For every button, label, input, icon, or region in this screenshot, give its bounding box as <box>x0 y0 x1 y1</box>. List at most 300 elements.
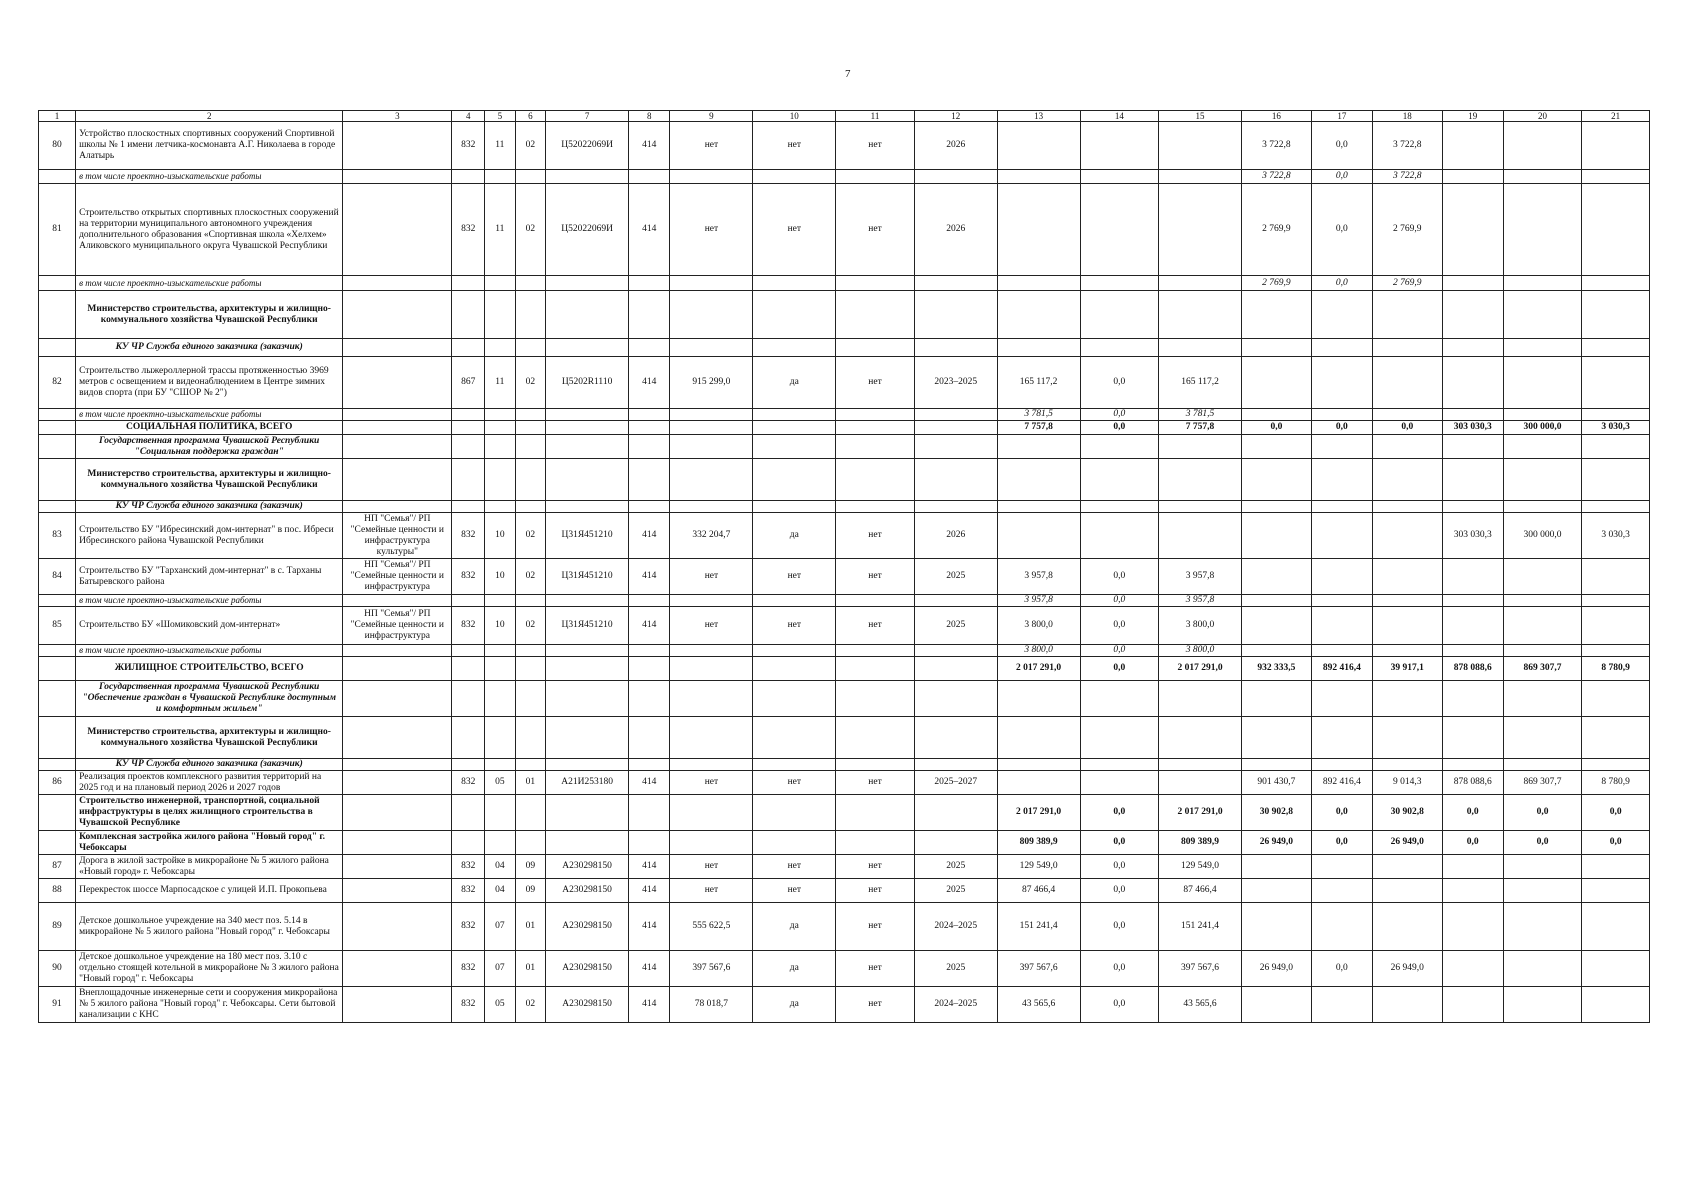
value-cell-col-21 <box>1582 276 1650 291</box>
value-cell-col-9 <box>670 831 753 855</box>
design-work-subrow <box>39 645 1650 657</box>
value-cell-col-15 <box>1159 717 1242 759</box>
total-row <box>39 795 1650 831</box>
value-cell-col-20 <box>1503 759 1582 771</box>
value-cell-col-17 <box>1311 409 1372 421</box>
value-cell-col-7 <box>546 795 629 831</box>
value-cell-col-6 <box>515 795 546 831</box>
value-cell-col-17 <box>1311 645 1372 657</box>
value-cell-col-19 <box>1442 681 1503 717</box>
value-cell-col-5: 04 <box>485 855 516 879</box>
value-cell-col-16 <box>1241 855 1311 879</box>
value-cell-col-13 <box>997 339 1080 357</box>
value-cell-col-13 <box>997 122 1080 170</box>
value-cell-col-7: Ц52022069И <box>546 184 629 276</box>
value-cell-col-13 <box>997 276 1080 291</box>
value-cell-col-20 <box>1503 879 1582 903</box>
value-cell-col-14: 0,0 <box>1080 357 1159 409</box>
value-cell-col-9 <box>670 409 753 421</box>
value-cell-col-6: 09 <box>515 855 546 879</box>
value-cell-col-21: 3 030,3 <box>1582 421 1650 435</box>
value-cell-col-20 <box>1503 559 1582 595</box>
value-cell-col-19 <box>1442 987 1503 1023</box>
value-cell-col-7: А230298150 <box>546 987 629 1023</box>
value-cell-col-20 <box>1503 903 1582 951</box>
value-cell-col-14: 0,0 <box>1080 951 1159 987</box>
value-cell-col-5: 10 <box>485 513 516 559</box>
value-cell-col-5 <box>485 291 516 339</box>
value-cell-col-6: 02 <box>515 122 546 170</box>
value-cell-col-13 <box>997 501 1080 513</box>
value-cell-col-11: нет <box>836 951 915 987</box>
value-cell-col-7 <box>546 759 629 771</box>
value-cell-col-12: 2025 <box>914 879 997 903</box>
value-cell-col-7: Ц31Я451210 <box>546 513 629 559</box>
value-cell-col-15 <box>1159 122 1242 170</box>
value-cell-col-12: 2026 <box>914 184 997 276</box>
column-number-header: 19 <box>1442 111 1503 122</box>
value-cell-col-15: 397 567,6 <box>1159 951 1242 987</box>
national-project-cell <box>343 855 452 879</box>
value-cell-col-13: 397 567,6 <box>997 951 1080 987</box>
value-cell-col-11 <box>836 645 915 657</box>
value-cell-col-17 <box>1311 513 1372 559</box>
national-project-cell <box>343 339 452 357</box>
value-cell-col-6: 01 <box>515 771 546 795</box>
value-cell-col-9 <box>670 657 753 681</box>
value-cell-col-11: нет <box>836 771 915 795</box>
value-cell-col-13: 3 957,8 <box>997 595 1080 607</box>
value-cell-col-4: 867 <box>452 357 485 409</box>
value-cell-col-21 <box>1582 987 1650 1023</box>
value-cell-col-4 <box>452 759 485 771</box>
value-cell-col-19 <box>1442 122 1503 170</box>
value-cell-col-12: 2025 <box>914 607 997 645</box>
value-cell-col-19 <box>1442 184 1503 276</box>
value-cell-col-18 <box>1372 501 1442 513</box>
value-cell-col-7 <box>546 681 629 717</box>
value-cell-col-7 <box>546 339 629 357</box>
value-cell-col-8: 414 <box>629 879 670 903</box>
value-cell-col-20: 300 000,0 <box>1503 421 1582 435</box>
value-cell-col-12 <box>914 339 997 357</box>
value-cell-col-12 <box>914 409 997 421</box>
value-cell-col-16: 26 949,0 <box>1241 831 1311 855</box>
value-cell-col-8: 414 <box>629 607 670 645</box>
value-cell-col-10 <box>753 435 836 459</box>
value-cell-col-21 <box>1582 357 1650 409</box>
value-cell-col-21 <box>1582 759 1650 771</box>
row-number-cell <box>39 459 76 501</box>
value-cell-col-12 <box>914 459 997 501</box>
value-cell-col-4: 832 <box>452 879 485 903</box>
value-cell-col-15 <box>1159 276 1242 291</box>
value-cell-col-4: 832 <box>452 771 485 795</box>
value-cell-col-11 <box>836 459 915 501</box>
value-cell-col-5 <box>485 501 516 513</box>
value-cell-col-16 <box>1241 435 1311 459</box>
design-work-subrow <box>39 170 1650 184</box>
value-cell-col-9: 555 622,5 <box>670 903 753 951</box>
value-cell-col-6 <box>515 291 546 339</box>
value-cell-col-9 <box>670 276 753 291</box>
column-number-header: 9 <box>670 111 753 122</box>
row-number-cell <box>39 291 76 339</box>
value-cell-col-8: 414 <box>629 771 670 795</box>
value-cell-col-8 <box>629 276 670 291</box>
value-cell-col-18: 26 949,0 <box>1372 831 1442 855</box>
value-cell-col-19 <box>1442 276 1503 291</box>
project-row <box>39 855 1650 879</box>
column-number-header: 3 <box>343 111 452 122</box>
national-project-cell <box>343 291 452 339</box>
row-number-cell: 82 <box>39 357 76 409</box>
program-header-row <box>39 435 1650 459</box>
value-cell-col-13 <box>997 459 1080 501</box>
value-cell-col-20: 0,0 <box>1503 795 1582 831</box>
value-cell-col-12: 2026 <box>914 122 997 170</box>
value-cell-col-17 <box>1311 879 1372 903</box>
value-cell-col-6 <box>515 645 546 657</box>
value-cell-col-6: 01 <box>515 903 546 951</box>
value-cell-col-11 <box>836 291 915 339</box>
value-cell-col-10 <box>753 657 836 681</box>
value-cell-col-9 <box>670 501 753 513</box>
value-cell-col-7 <box>546 170 629 184</box>
value-cell-col-6 <box>515 681 546 717</box>
value-cell-col-8: 414 <box>629 513 670 559</box>
value-cell-col-21: 8 780,9 <box>1582 657 1650 681</box>
value-cell-col-6 <box>515 170 546 184</box>
national-project-cell <box>343 717 452 759</box>
column-number-row <box>39 111 1650 122</box>
object-name-cell: Перекресток шоссе Марпосадское с улицей И.П. Прокопьева <box>76 879 343 903</box>
column-number-header: 1 <box>39 111 76 122</box>
column-number-header: 20 <box>1503 111 1582 122</box>
value-cell-col-15: 2 017 291,0 <box>1159 795 1242 831</box>
value-cell-col-11 <box>836 795 915 831</box>
value-cell-col-11 <box>836 657 915 681</box>
value-cell-col-10 <box>753 645 836 657</box>
value-cell-col-19: 0,0 <box>1442 831 1503 855</box>
value-cell-col-20 <box>1503 501 1582 513</box>
value-cell-col-19 <box>1442 855 1503 879</box>
national-project-cell <box>343 795 452 831</box>
value-cell-col-4: 832 <box>452 903 485 951</box>
value-cell-col-9 <box>670 717 753 759</box>
value-cell-col-15 <box>1159 771 1242 795</box>
value-cell-col-8 <box>629 501 670 513</box>
value-cell-col-20 <box>1503 276 1582 291</box>
value-cell-col-4 <box>452 421 485 435</box>
value-cell-col-19 <box>1442 291 1503 339</box>
value-cell-col-20 <box>1503 681 1582 717</box>
value-cell-col-8: 414 <box>629 903 670 951</box>
value-cell-col-6 <box>515 409 546 421</box>
value-cell-col-19: 303 030,3 <box>1442 513 1503 559</box>
value-cell-col-17: 0,0 <box>1311 951 1372 987</box>
value-cell-col-11: нет <box>836 357 915 409</box>
value-cell-col-14 <box>1080 435 1159 459</box>
value-cell-col-16 <box>1241 759 1311 771</box>
value-cell-col-9 <box>670 435 753 459</box>
value-cell-col-4: 832 <box>452 122 485 170</box>
value-cell-col-11: нет <box>836 607 915 645</box>
value-cell-col-18: 3 722,8 <box>1372 170 1442 184</box>
value-cell-col-12: 2025 <box>914 951 997 987</box>
total-row <box>39 657 1650 681</box>
value-cell-col-4 <box>452 657 485 681</box>
value-cell-col-16 <box>1241 987 1311 1023</box>
column-number-header: 12 <box>914 111 997 122</box>
value-cell-col-10 <box>753 831 836 855</box>
value-cell-col-20: 869 307,7 <box>1503 657 1582 681</box>
value-cell-col-12 <box>914 276 997 291</box>
value-cell-col-20 <box>1503 122 1582 170</box>
value-cell-col-12 <box>914 645 997 657</box>
value-cell-col-13 <box>997 759 1080 771</box>
value-cell-col-11 <box>836 435 915 459</box>
row-number-cell: 87 <box>39 855 76 879</box>
value-cell-col-15 <box>1159 291 1242 339</box>
object-name-cell: Устройство плоскостных спортивных сооружений Спортивной школы № 1 имени летчика-космонавта А.Г. Николаева в городе Алатырь <box>76 122 343 170</box>
value-cell-col-12 <box>914 170 997 184</box>
value-cell-col-17: 0,0 <box>1311 184 1372 276</box>
national-project-cell: НП "Семья"/ РП "Семейные ценности и инфраструктура <box>343 607 452 645</box>
value-cell-col-9 <box>670 291 753 339</box>
value-cell-col-21 <box>1582 645 1650 657</box>
value-cell-col-18 <box>1372 357 1442 409</box>
value-cell-col-19: 878 088,6 <box>1442 657 1503 681</box>
value-cell-col-8 <box>629 681 670 717</box>
value-cell-col-14 <box>1080 717 1159 759</box>
object-name-cell: Строительство открытых спортивных плоскостных сооружений на территории муниципального автономного учреждения дополнительного образования «Спортивная школа «Хелхем» Аликовского муниципального округа Чувашской Республики <box>76 184 343 276</box>
value-cell-col-18 <box>1372 879 1442 903</box>
value-cell-col-5 <box>485 339 516 357</box>
column-number-header: 17 <box>1311 111 1372 122</box>
value-cell-col-13: 7 757,8 <box>997 421 1080 435</box>
value-cell-col-9 <box>670 795 753 831</box>
value-cell-col-5 <box>485 459 516 501</box>
value-cell-col-15 <box>1159 513 1242 559</box>
value-cell-col-6: 02 <box>515 607 546 645</box>
object-name-cell: Комплексная застройка жилого района "Новый город" г. Чебоксары <box>76 831 343 855</box>
object-name-cell: в том числе проектно-изыскательские работы <box>76 595 343 607</box>
value-cell-col-14 <box>1080 276 1159 291</box>
value-cell-col-14: 0,0 <box>1080 421 1159 435</box>
value-cell-col-12 <box>914 501 997 513</box>
row-number-cell: 81 <box>39 184 76 276</box>
value-cell-col-19 <box>1442 357 1503 409</box>
table-body <box>39 111 1650 1023</box>
value-cell-col-14 <box>1080 291 1159 339</box>
row-number-cell <box>39 409 76 421</box>
row-number-cell: 84 <box>39 559 76 595</box>
value-cell-col-18: 26 949,0 <box>1372 951 1442 987</box>
value-cell-col-16 <box>1241 595 1311 607</box>
object-name-cell: Реализация проектов комплексного развития территорий на 2025 год и на плановый период 2026 и 2027 годов <box>76 771 343 795</box>
value-cell-col-19 <box>1442 339 1503 357</box>
value-cell-col-16 <box>1241 879 1311 903</box>
value-cell-col-20 <box>1503 435 1582 459</box>
value-cell-col-12: 2025 <box>914 559 997 595</box>
value-cell-col-18 <box>1372 291 1442 339</box>
value-cell-col-10: нет <box>753 607 836 645</box>
value-cell-col-13: 3 781,5 <box>997 409 1080 421</box>
value-cell-col-6: 02 <box>515 184 546 276</box>
value-cell-col-12 <box>914 435 997 459</box>
value-cell-col-8 <box>629 459 670 501</box>
value-cell-col-12: 2025–2027 <box>914 771 997 795</box>
value-cell-col-19 <box>1442 435 1503 459</box>
value-cell-col-21 <box>1582 951 1650 987</box>
value-cell-col-6: 01 <box>515 951 546 987</box>
value-cell-col-14 <box>1080 513 1159 559</box>
value-cell-col-10: нет <box>753 122 836 170</box>
value-cell-col-19 <box>1442 501 1503 513</box>
value-cell-col-9 <box>670 645 753 657</box>
value-cell-col-10: нет <box>753 771 836 795</box>
value-cell-col-15: 3 957,8 <box>1159 595 1242 607</box>
value-cell-col-16: 2 769,9 <box>1241 184 1311 276</box>
value-cell-col-16 <box>1241 607 1311 645</box>
row-number-cell <box>39 421 76 435</box>
value-cell-col-8 <box>629 421 670 435</box>
value-cell-col-8 <box>629 759 670 771</box>
object-name-cell: КУ ЧР Служба единого заказчика (заказчик) <box>76 759 343 771</box>
value-cell-col-8 <box>629 409 670 421</box>
value-cell-col-13: 151 241,4 <box>997 903 1080 951</box>
value-cell-col-6: 02 <box>515 987 546 1023</box>
value-cell-col-13: 3 800,0 <box>997 645 1080 657</box>
value-cell-col-14: 0,0 <box>1080 903 1159 951</box>
value-cell-col-8 <box>629 170 670 184</box>
column-number-header: 4 <box>452 111 485 122</box>
value-cell-col-10 <box>753 421 836 435</box>
column-number-header: 13 <box>997 111 1080 122</box>
value-cell-col-7: Ц5202R1110 <box>546 357 629 409</box>
value-cell-col-18 <box>1372 607 1442 645</box>
column-number-header: 10 <box>753 111 836 122</box>
value-cell-col-7 <box>546 276 629 291</box>
value-cell-col-14: 0,0 <box>1080 855 1159 879</box>
value-cell-col-9: нет <box>670 184 753 276</box>
value-cell-col-13 <box>997 771 1080 795</box>
customer-header-row <box>39 339 1650 357</box>
value-cell-col-18 <box>1372 595 1442 607</box>
value-cell-col-15 <box>1159 681 1242 717</box>
value-cell-col-10 <box>753 717 836 759</box>
object-name-cell: ЖИЛИЩНОЕ СТРОИТЕЛЬСТВО, ВСЕГО <box>76 657 343 681</box>
value-cell-col-16 <box>1241 339 1311 357</box>
value-cell-col-18 <box>1372 681 1442 717</box>
value-cell-col-16: 0,0 <box>1241 421 1311 435</box>
value-cell-col-15: 7 757,8 <box>1159 421 1242 435</box>
value-cell-col-20 <box>1503 607 1582 645</box>
page-number: 7 <box>845 68 851 80</box>
value-cell-col-17 <box>1311 435 1372 459</box>
value-cell-col-21 <box>1582 501 1650 513</box>
value-cell-col-17 <box>1311 681 1372 717</box>
value-cell-col-14 <box>1080 170 1159 184</box>
value-cell-col-12 <box>914 595 997 607</box>
value-cell-col-5 <box>485 409 516 421</box>
value-cell-col-8: 414 <box>629 122 670 170</box>
value-cell-col-11 <box>836 831 915 855</box>
value-cell-col-11: нет <box>836 559 915 595</box>
value-cell-col-13 <box>997 681 1080 717</box>
national-project-cell <box>343 681 452 717</box>
value-cell-col-20 <box>1503 645 1582 657</box>
value-cell-col-9: нет <box>670 122 753 170</box>
value-cell-col-6 <box>515 435 546 459</box>
value-cell-col-19 <box>1442 170 1503 184</box>
value-cell-col-6 <box>515 717 546 759</box>
value-cell-col-18: 2 769,9 <box>1372 276 1442 291</box>
value-cell-col-11: нет <box>836 903 915 951</box>
value-cell-col-11: нет <box>836 879 915 903</box>
value-cell-col-17: 0,0 <box>1311 276 1372 291</box>
value-cell-col-19 <box>1442 559 1503 595</box>
value-cell-col-16 <box>1241 645 1311 657</box>
value-cell-col-10: нет <box>753 879 836 903</box>
value-cell-col-7 <box>546 645 629 657</box>
value-cell-col-9 <box>670 681 753 717</box>
national-project-cell <box>343 459 452 501</box>
value-cell-col-14: 0,0 <box>1080 987 1159 1023</box>
value-cell-col-18: 3 722,8 <box>1372 122 1442 170</box>
project-row <box>39 951 1650 987</box>
value-cell-col-7: А230298150 <box>546 903 629 951</box>
value-cell-col-9 <box>670 170 753 184</box>
value-cell-col-10: нет <box>753 184 836 276</box>
value-cell-col-14: 0,0 <box>1080 879 1159 903</box>
value-cell-col-11 <box>836 170 915 184</box>
value-cell-col-8 <box>629 657 670 681</box>
row-number-cell <box>39 501 76 513</box>
value-cell-col-10 <box>753 339 836 357</box>
value-cell-col-8 <box>629 291 670 339</box>
row-number-cell: 91 <box>39 987 76 1023</box>
value-cell-col-12: 2026 <box>914 513 997 559</box>
value-cell-col-10 <box>753 276 836 291</box>
column-number-header: 7 <box>546 111 629 122</box>
column-number-header: 14 <box>1080 111 1159 122</box>
project-row <box>39 607 1650 645</box>
value-cell-col-4 <box>452 409 485 421</box>
national-project-cell <box>343 421 452 435</box>
row-number-cell <box>39 831 76 855</box>
customer-header-row <box>39 501 1650 513</box>
value-cell-col-6: 09 <box>515 879 546 903</box>
value-cell-col-17 <box>1311 501 1372 513</box>
value-cell-col-18 <box>1372 339 1442 357</box>
value-cell-col-4 <box>452 717 485 759</box>
value-cell-col-5: 11 <box>485 122 516 170</box>
value-cell-col-8 <box>629 795 670 831</box>
investment-program-table-sheet <box>38 110 1650 1023</box>
value-cell-col-6 <box>515 421 546 435</box>
value-cell-col-4: 832 <box>452 951 485 987</box>
value-cell-col-14 <box>1080 681 1159 717</box>
column-number-header: 16 <box>1241 111 1311 122</box>
value-cell-col-21 <box>1582 122 1650 170</box>
national-project-cell <box>343 771 452 795</box>
value-cell-col-10 <box>753 291 836 339</box>
value-cell-col-5 <box>485 795 516 831</box>
value-cell-col-20 <box>1503 357 1582 409</box>
value-cell-col-17 <box>1311 339 1372 357</box>
